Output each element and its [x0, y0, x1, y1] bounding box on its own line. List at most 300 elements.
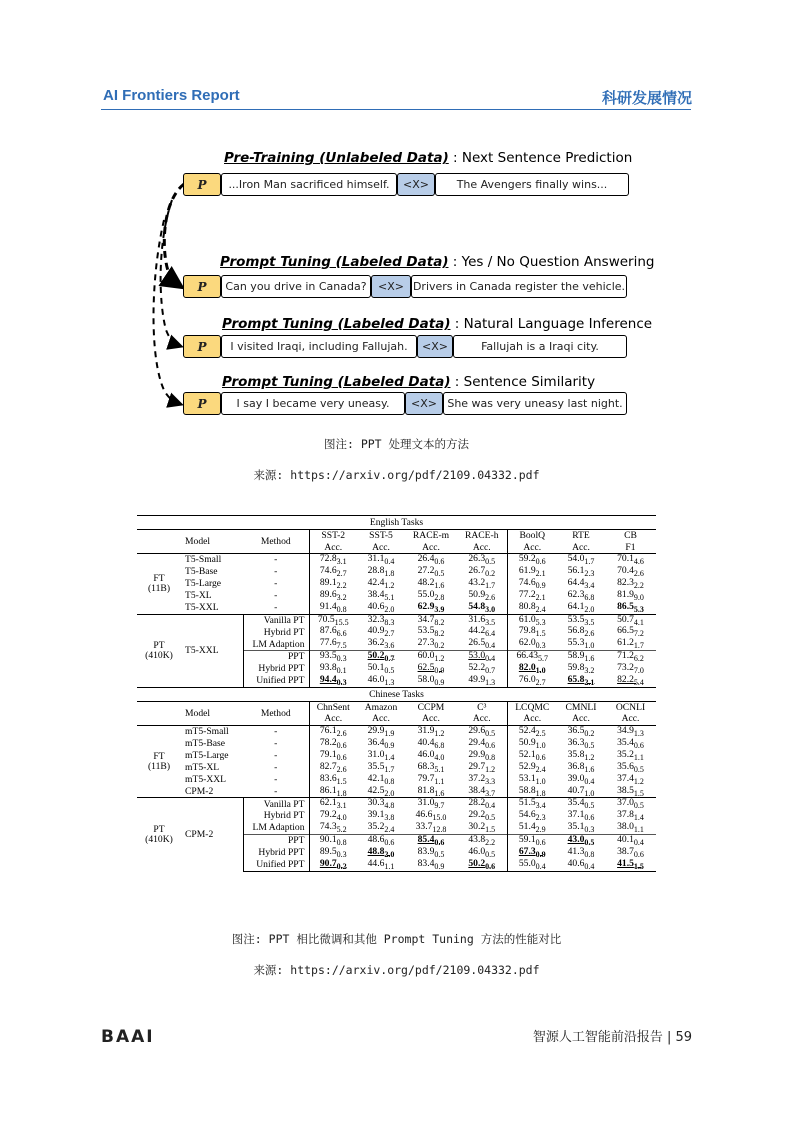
result-cell	[457, 638, 507, 650]
result-cell	[405, 822, 457, 834]
cell-value: 43.2	[468, 576, 486, 588]
cell-std: 8.3	[384, 617, 395, 627]
cell-value: 61.2	[617, 637, 634, 649]
result-cell	[309, 786, 357, 798]
cell-value: 70.1	[617, 553, 634, 564]
cell-std: 2.1	[584, 677, 595, 687]
cell-value: 52.4	[518, 724, 536, 736]
model-name: T5-Small	[181, 554, 243, 566]
header-col	[507, 701, 557, 725]
cell-std: 3.5	[584, 617, 595, 627]
cell-std: 3.5	[485, 617, 496, 627]
cell-std: 0.1	[336, 666, 347, 676]
method-name: LM Adaption	[243, 822, 309, 834]
cell-value: 76.0	[518, 674, 536, 686]
model-name: CPM-2	[181, 798, 243, 871]
cell-std: 0.3	[336, 654, 347, 664]
header-col	[405, 701, 457, 725]
header-dataset: CMNLI	[565, 702, 597, 714]
cell-value: 46.0	[468, 846, 486, 858]
cell-std: 1.4	[633, 813, 644, 823]
header-spacer	[137, 530, 181, 554]
header-metric: Acc.	[621, 713, 640, 725]
header-col	[457, 701, 507, 725]
cell-std: 2.5	[535, 728, 546, 738]
cell-value: 37.4	[617, 772, 634, 784]
cell-value: 52.9	[518, 760, 536, 772]
cell-value: 42.4	[367, 576, 385, 588]
method-name: PPT	[243, 835, 309, 847]
cell-std: 0.8	[336, 604, 347, 614]
cell-value: 40.9	[367, 625, 385, 637]
cell-std: 1.1	[633, 825, 644, 835]
cell-value: 31.1	[367, 553, 385, 564]
cell-value: 42.5	[367, 784, 385, 796]
header-dataset: SST-5	[369, 530, 393, 542]
cell-std: 1.6	[584, 764, 595, 774]
cell-value: 74.3	[319, 821, 337, 833]
model-name: T5-Base	[185, 566, 218, 578]
cell-std: 1.0	[535, 776, 546, 786]
cell-value: 26.4	[417, 553, 435, 564]
table-caption: 图注: PPT 相比微调和其他 Prompt Tuning 方法的性能对比	[231, 932, 562, 946]
header-divider	[101, 109, 691, 110]
cell-value: 59.2	[518, 553, 536, 564]
cell-std: 2.6	[336, 764, 347, 774]
group-label	[137, 798, 181, 871]
result-cell	[405, 602, 457, 614]
cell-value: 28.2	[468, 797, 486, 809]
cell-std: 0.9	[434, 666, 445, 676]
cell-std: 2.6	[485, 592, 496, 602]
cell-std: 2.0	[584, 604, 595, 614]
method-name: -	[243, 602, 309, 614]
table-source: 来源: https://arxiv.org/pdf/2109.04332.pdf	[253, 963, 540, 977]
cell-std: 2.2	[633, 580, 644, 590]
method-name: -	[243, 554, 309, 566]
cell-std: 0.6	[384, 838, 395, 848]
cell-std: 0.6	[485, 740, 496, 750]
cell-value: 62.5	[417, 662, 435, 674]
cell-std: 2.7	[535, 677, 546, 687]
task-title-similarity: Prompt Tuning (Labeled Data) : Sentence Similarity	[222, 374, 596, 390]
cell-value: 94.4	[319, 674, 337, 686]
cell-std: 3.8	[384, 813, 395, 823]
cell-std: 0.2	[434, 641, 445, 651]
group-label	[137, 554, 181, 615]
result-cell	[605, 822, 656, 834]
ppt-figure	[150, 140, 655, 430]
cell-value: 36.5	[567, 724, 585, 736]
similarity-row	[183, 392, 627, 415]
header-col	[357, 530, 405, 554]
cell-value: 68.3	[417, 760, 435, 772]
cell-value: 81.8	[417, 784, 435, 796]
cell-std: 0.6	[633, 740, 644, 750]
cell-std: 3.2	[336, 592, 347, 602]
method-name: -	[243, 566, 309, 578]
cell-value: 77.2	[518, 588, 536, 600]
method-name: -	[243, 774, 309, 786]
result-cell	[405, 859, 457, 871]
cell-std: 7.2	[633, 629, 644, 639]
method-name: PPT	[243, 651, 309, 663]
mask-box: <X>	[397, 173, 435, 196]
cell-value: 67.3	[518, 846, 536, 858]
cell-std: 9.0	[633, 592, 644, 602]
prompt-box: P	[183, 335, 221, 358]
sentence-box: The Avengers finally wins...	[435, 173, 629, 196]
method-name: Vanilla PT	[243, 614, 309, 626]
result-cell	[405, 638, 457, 650]
cell-std: 1.2	[434, 654, 445, 664]
cell-std: 4.0	[336, 813, 347, 823]
method-name: -	[243, 578, 309, 590]
mask-box: <X>	[371, 275, 411, 298]
cell-value: 55.0	[417, 588, 435, 600]
cell-std: 6.8	[434, 740, 445, 750]
cell-std: 3.6	[384, 641, 395, 651]
cell-value: 50.9	[518, 736, 536, 748]
cell-std: 15.5	[334, 617, 349, 627]
cell-value: 54.8	[468, 600, 486, 612]
header-col	[405, 530, 457, 554]
header-metric: Acc.	[572, 713, 590, 725]
cell-std: 2.2	[336, 580, 347, 590]
method-name: -	[243, 590, 309, 602]
cell-std: 2.9	[535, 825, 546, 835]
model-name: T5-Large	[185, 577, 222, 589]
cell-std: 1.2	[485, 764, 496, 774]
cell-std: 0.4	[584, 776, 595, 786]
result-cell	[507, 602, 557, 614]
result-cell	[605, 602, 656, 614]
header-dataset: ChnSent	[316, 702, 350, 714]
header-dataset: BoolQ	[519, 530, 546, 542]
cell-std: 0.3	[584, 825, 595, 835]
section-title: 科研发展情况	[601, 89, 692, 107]
result-cell	[405, 675, 457, 687]
cell-std: 4.1	[633, 617, 644, 627]
header-col	[557, 530, 605, 554]
cell-std: 1.6	[584, 654, 595, 664]
cell-value: 80.8	[518, 600, 536, 612]
sentence-box: Fallujah is a Iraqi city.	[453, 335, 627, 358]
cell-std: 3.1	[336, 556, 347, 566]
cell-std: 0.8	[584, 849, 595, 859]
cell-value: 44.6	[367, 857, 385, 869]
cell-std: 2.0	[384, 849, 395, 859]
model-name: mT5-Base	[185, 738, 225, 750]
cell-std: 0.5	[584, 801, 595, 811]
cell-value: 46.6	[415, 809, 433, 821]
cell-std: 12.8	[432, 825, 447, 835]
cell-std: 0.6	[434, 838, 445, 848]
cell-std: 0.6	[584, 813, 595, 823]
cell-std: 2.4	[535, 764, 546, 774]
header-spacer	[137, 701, 181, 725]
cell-value: 82.7	[319, 760, 337, 772]
cell-value: 35.6	[617, 760, 634, 772]
cell-value: 48.2	[417, 576, 435, 588]
cell-std: 0.5	[485, 813, 496, 823]
cell-value: 35.8	[567, 748, 585, 760]
cell-value: 38.0	[617, 821, 634, 833]
cell-value: 86.5	[617, 600, 634, 612]
result-cell	[357, 638, 405, 650]
cell-std: 1.2	[584, 752, 595, 762]
cell-std: 0.4	[584, 861, 595, 871]
header-col	[557, 701, 605, 725]
cell-std: 0.4	[633, 838, 644, 848]
cell-value: 53.1	[518, 772, 536, 784]
cell-std: 2.8	[434, 592, 445, 602]
cell-std: 0.6	[336, 752, 347, 762]
header-model: Model	[181, 530, 243, 554]
cell-value: 72.8	[319, 553, 337, 564]
results-table-wrapper	[137, 515, 656, 872]
cell-value: 38.5	[617, 784, 634, 796]
section-title-row	[137, 687, 656, 701]
result-cell	[605, 675, 656, 687]
pretraining-row	[183, 173, 629, 196]
cell-std: 0.5	[434, 568, 445, 578]
cell-value: 53.5	[417, 625, 435, 637]
cell-value: 41.5	[617, 857, 634, 869]
mask-box: <X>	[417, 335, 453, 358]
cell-value: 40.1	[617, 834, 634, 846]
task-title-nli: Prompt Tuning (Labeled Data) : Natural Language Inference	[222, 316, 653, 332]
result-cell	[357, 602, 405, 614]
result-cell	[357, 786, 405, 798]
cell-value: 54.0	[567, 553, 585, 564]
cell-std: 0.5	[434, 849, 445, 859]
cell-std: 0.5	[384, 666, 395, 676]
cell-std: 0.6	[434, 556, 445, 566]
task-title-pretraining: Pre-Training (Unlabeled Data) : Next Sentence Prediction	[224, 150, 633, 166]
cell-value: 71.2	[617, 650, 634, 662]
cell-std: 0.3	[535, 641, 546, 651]
cell-value: 37.2	[468, 772, 486, 784]
cell-value: 66.43	[516, 650, 539, 662]
result-cell	[457, 786, 507, 798]
cell-std: 0.4	[384, 556, 395, 566]
model-name: mT5-Large	[185, 749, 229, 761]
section-title: Chinese Tasks	[137, 687, 656, 701]
model-name: T5-XL	[185, 589, 212, 601]
result-cell	[309, 859, 357, 871]
cell-value: 64.1	[567, 600, 585, 612]
cell-std: 1.5	[535, 629, 546, 639]
cell-std: 4.8	[384, 801, 395, 811]
cell-value: 66.5	[617, 625, 634, 637]
cell-value: 34.9	[617, 724, 634, 736]
cell-value: 30.3	[367, 797, 385, 809]
cell-value: 79.7	[417, 772, 435, 784]
cell-value: 61.0	[518, 613, 536, 625]
result-cell	[457, 822, 507, 834]
cell-std: 0.5	[584, 740, 595, 750]
cell-std: 6.8	[584, 592, 595, 602]
cell-value: 62.0	[518, 637, 536, 649]
cell-std: 3.3	[485, 776, 496, 786]
mask-box: <X>	[405, 392, 443, 415]
cell-std: 6.4	[485, 629, 496, 639]
cell-std: 2.1	[535, 568, 546, 578]
cell-std: 2.7	[336, 568, 347, 578]
section-title: English Tasks	[137, 516, 656, 530]
result-cell	[557, 675, 605, 687]
cell-value: 29.9	[367, 724, 385, 736]
cell-std: 1.7	[485, 580, 496, 590]
cell-value: 38.7	[617, 846, 634, 858]
header-dataset: LCQMC	[515, 702, 550, 714]
cell-value: 26.7	[468, 564, 486, 576]
result-cell	[557, 638, 605, 650]
cell-value: 59.1	[518, 834, 536, 846]
cell-std: 0.7	[485, 666, 496, 676]
cell-value: 53.0	[468, 650, 486, 662]
cell-value: 35.4	[567, 797, 585, 809]
cell-value: 62.1	[319, 797, 337, 809]
header-dataset: C³	[477, 702, 487, 714]
header-metric: Acc.	[372, 713, 390, 725]
cell-value: 46.0	[367, 674, 385, 686]
footer-page-label: 智源人工智能前沿报告 | 59	[532, 1030, 692, 1045]
cell-std: 0.6	[633, 849, 644, 859]
cell-value: 50.9	[468, 588, 486, 600]
header-col	[457, 530, 507, 554]
result-cell	[405, 786, 457, 798]
cell-value: 93.8	[319, 662, 337, 674]
cell-value: 50.2	[367, 650, 385, 662]
cell-std: 1.5	[633, 788, 644, 798]
cell-value: 86.1	[319, 784, 337, 796]
cell-std: 5.1	[384, 592, 395, 602]
cell-std: 5.3	[633, 604, 644, 614]
cell-value: 38.4	[367, 588, 385, 600]
result-cell	[557, 602, 605, 614]
cell-std: 1.1	[384, 861, 395, 871]
header-dataset: CB	[624, 530, 637, 542]
group-label	[137, 725, 181, 797]
cell-value: 65.8	[567, 674, 585, 686]
cell-value: 85.4	[417, 834, 435, 846]
cell-value: 42.1	[367, 772, 385, 784]
result-cell	[507, 822, 557, 834]
cell-std: 2.7	[384, 629, 395, 639]
cell-value: 62.3	[567, 588, 585, 600]
prompt-box: P	[183, 275, 221, 298]
cell-value: 43.0	[567, 834, 585, 846]
cell-std: 0.5	[485, 849, 496, 859]
cell-std: 3.1	[336, 801, 347, 811]
model-name: mT5-XXL	[185, 773, 227, 785]
cell-std: 0.9	[434, 677, 445, 687]
cell-value: 89.6	[319, 588, 337, 600]
cell-std: 3.4	[584, 580, 595, 590]
cell-value: 34.7	[417, 613, 435, 625]
header-col	[507, 530, 557, 554]
report-title: AI Frontiers Report	[103, 87, 240, 104]
header-col	[605, 701, 656, 725]
cell-std: 1.3	[485, 677, 496, 687]
method-name: Hybrid PT	[243, 626, 309, 638]
cell-value: 54.6	[518, 809, 536, 821]
cell-value: 27.2	[417, 564, 435, 576]
cell-std: 4.6	[633, 556, 644, 566]
group-params: (11B)	[147, 582, 171, 594]
header-method: Method	[243, 701, 309, 725]
cell-value: 40.4	[417, 736, 435, 748]
cell-std: 1.3	[384, 677, 395, 687]
method-name: Hybrid PPT	[243, 847, 309, 859]
cell-std: 0.8	[336, 838, 347, 848]
cell-value: 62.9	[417, 600, 435, 612]
cell-value: 43.8	[468, 834, 486, 846]
cell-value: 33.7	[415, 821, 433, 833]
cell-value: 46.0	[417, 748, 435, 760]
cell-std: 3.4	[535, 801, 546, 811]
method-name: -	[243, 762, 309, 774]
cell-std: 6.6	[336, 629, 347, 639]
header-metric: Acc.	[472, 541, 491, 553]
cell-value: 56.8	[567, 625, 585, 637]
cell-value: 53.5	[567, 613, 585, 625]
cell-value: 83.9	[417, 846, 435, 858]
header-metric: Acc.	[523, 541, 542, 553]
cell-value: 32.3	[367, 613, 385, 625]
cell-value: 48.8	[367, 846, 385, 858]
header-dataset: SST-2	[321, 530, 346, 542]
cell-value: 58.0	[417, 674, 435, 686]
cell-value: 40.6	[567, 857, 585, 869]
cell-std: 8.2	[434, 617, 445, 627]
cell-value: 82.0	[518, 662, 536, 674]
cell-value: 52.1	[518, 748, 536, 760]
table-row	[137, 786, 656, 798]
cell-std: 2.3	[584, 568, 595, 578]
cell-value: 27.3	[417, 637, 435, 649]
result-cell	[309, 638, 357, 650]
cell-value: 83.6	[319, 772, 337, 784]
model-name: mT5-XL	[185, 761, 220, 773]
method-name: -	[243, 738, 309, 750]
cell-std: 1.1	[434, 776, 445, 786]
method-name: -	[243, 725, 309, 737]
cell-std: 0.3	[336, 849, 347, 859]
cell-std: 1.4	[384, 752, 395, 762]
group-name: FT	[153, 751, 165, 763]
header-metric: Acc.	[572, 541, 590, 553]
cell-std: 2.6	[633, 568, 644, 578]
method-name: -	[243, 750, 309, 762]
cell-value: 29.6	[468, 724, 486, 736]
cell-value: 29.2	[468, 809, 486, 821]
method-name: -	[243, 786, 309, 798]
cell-std: 0.6	[535, 838, 546, 848]
cell-std: 5.1	[434, 764, 445, 774]
figure1-source: 来源: https://arxiv.org/pdf/2109.04332.pdf	[253, 468, 540, 482]
cell-value: 38.4	[468, 784, 486, 796]
cell-value: 29.7	[468, 760, 486, 772]
header-col	[309, 530, 357, 554]
cell-value: 28.8	[367, 564, 385, 576]
cell-value: 79.2	[319, 809, 337, 821]
cell-value: 48.6	[367, 834, 385, 846]
cell-value: 74.6	[319, 564, 337, 576]
sentence-box: Drivers in Canada register the vehicle.	[411, 275, 627, 298]
